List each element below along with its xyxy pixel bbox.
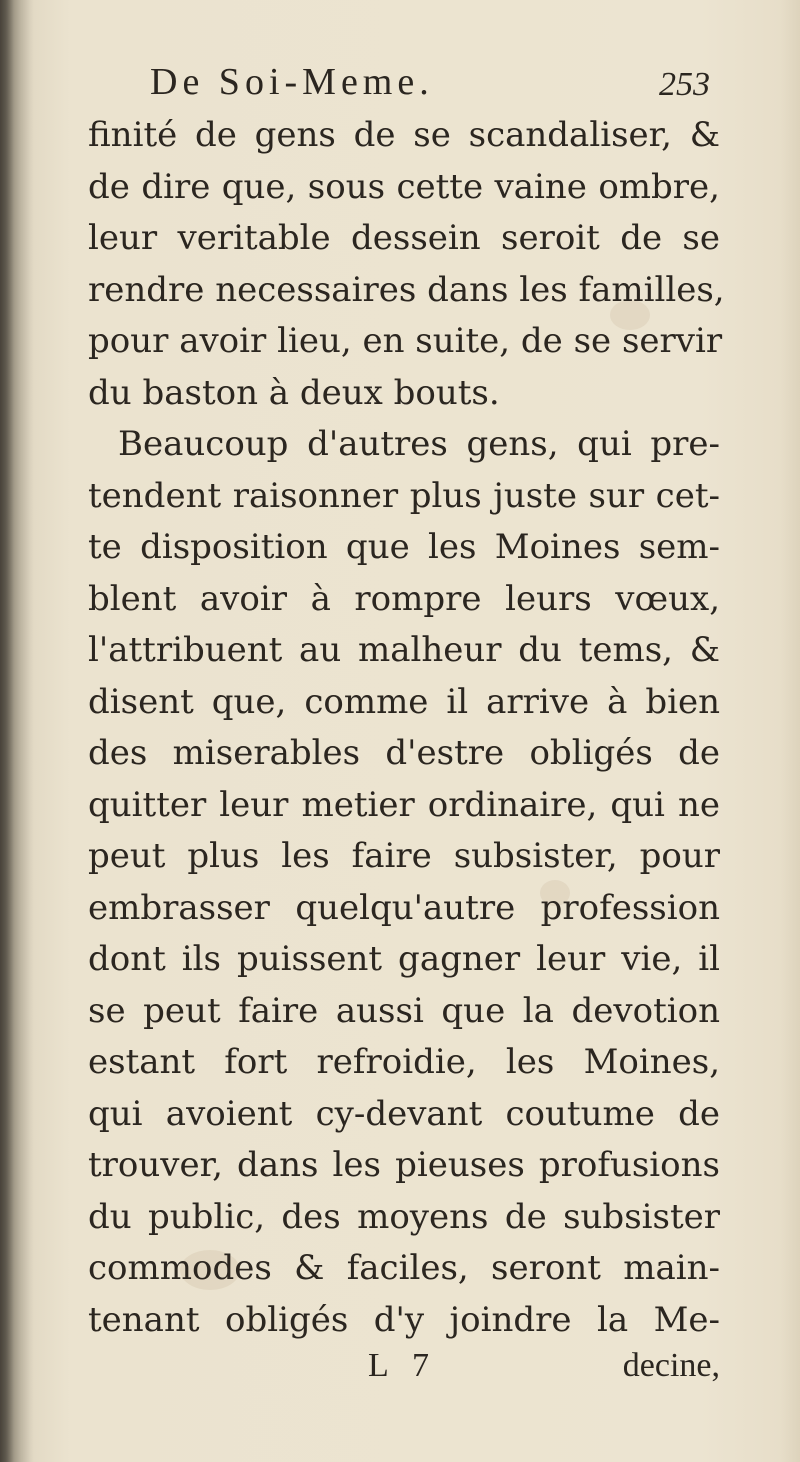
text-line: quitter leur metier ordinaire, qui ne: [88, 784, 720, 825]
text-line: embrasser quelqu'autre profession: [88, 887, 720, 928]
running-title: De Soi-Meme.: [150, 61, 434, 103]
text-line: finité de gens de se scandaliser, &: [88, 115, 720, 155]
page-number: 253: [659, 66, 710, 103]
signature-mark: L 7: [368, 1347, 438, 1384]
text-line: du public, des moyens de subsister: [88, 1196, 720, 1237]
text-line: Beaucoup d'autres gens, qui pre-: [118, 424, 720, 464]
page-header: [150, 58, 710, 108]
text-line: peut plus les faire subsister, pour: [88, 836, 720, 876]
text-line: te disposition que les Moines sem-: [88, 527, 720, 567]
text-line: se peut faire aussi que la devotion: [88, 990, 720, 1031]
text-line: des miserables d'estre obligés de: [88, 733, 720, 773]
spine-shadow: [0, 0, 34, 1462]
text-line: pour avoir lieu, en suite, de se servir: [88, 321, 723, 361]
body-text: [88, 110, 725, 1346]
text-line: disent que, comme il arrive à bien: [88, 681, 720, 722]
text-line: tenant obligés d'y joindre la Me-: [88, 1299, 720, 1340]
text-line: trouver, dans les pieuses profusions: [88, 1145, 720, 1185]
text-line: estant fort refroidie, les Moines,: [88, 1042, 720, 1082]
text-line: tendent raisonner plus juste sur cet-: [88, 475, 720, 516]
page-footer: [88, 1342, 720, 1392]
text-line: l'attribuent au malheur du tems, &: [88, 630, 720, 670]
text-line: du baston à deux bouts.: [88, 372, 500, 413]
catchword: decine,: [622, 1347, 720, 1384]
text-line: leur veritable dessein seroit de se: [88, 218, 720, 258]
text-line: de dire que, sous cette vaine ombre,: [88, 166, 720, 207]
text-line: dont ils puissent gagner leur vie, il: [88, 939, 720, 979]
text-line: blent avoir à rompre leurs vœux,: [88, 578, 720, 619]
text-line: qui avoient cy-devant coutume de: [88, 1093, 720, 1134]
text-line: commodes & faciles, seront main-: [88, 1248, 720, 1288]
text-line: rendre necessaires dans les familles,: [88, 269, 725, 310]
